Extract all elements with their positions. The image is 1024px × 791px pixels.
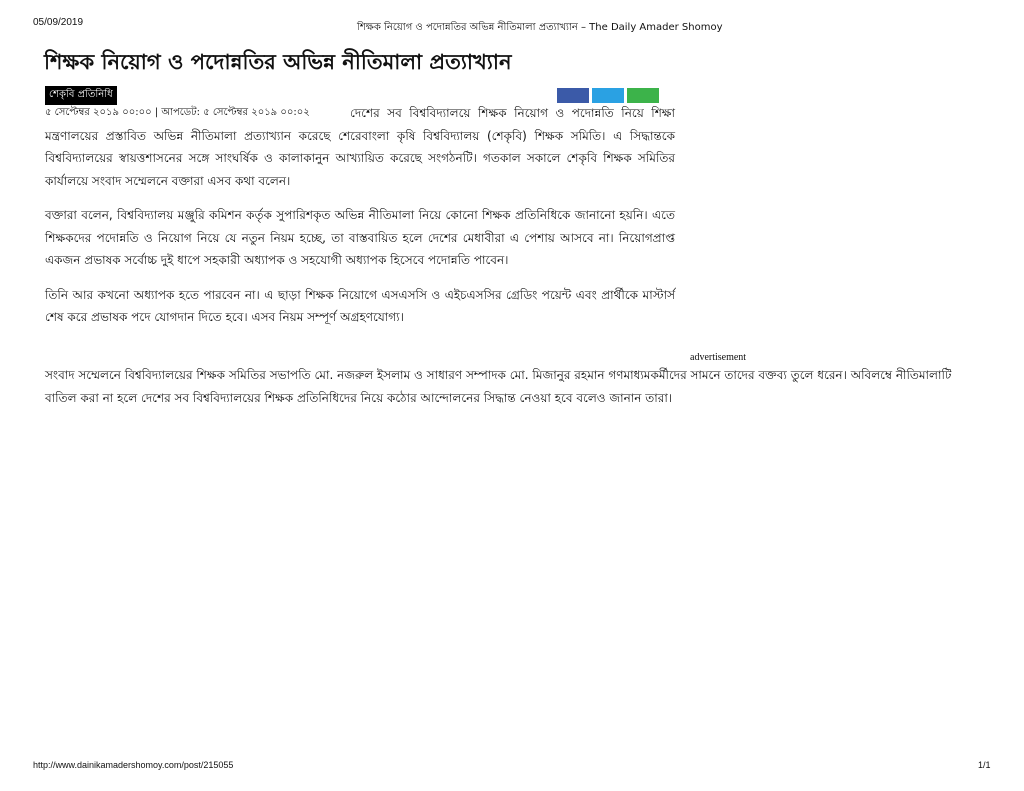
lead-spacer [45,107,350,117]
paragraph-text: দেশের সব বিশ্ববিদ্যালয়ে শিক্ষক নিয়োগ ও পদোন্নতি নিয়ে শিক্ষা মন্ত্রণালয়ের প্রস্তাবিত অভিন্ন নীতিমালা প্রত্যাখ্যান করেছে শেরেবাংলা কৃষি বিশ্ববিদ্যালয় (শেকৃবি) শিক্ষক সমিতি। এ সিদ্ধান্তকে বিশ্ববিদ্যালয়ের স্বায়ত্তশাসনের সঙ্গে সাংঘর্ষিক ও কালাকানুন আখ্যায়িত করেছে সংগঠনটি। গতকাল সকালে শেকৃবি শিক্ষক সমিতির কার্যালয়ে সংবাদ সম্মেলনে বক্তারা এসব কথা বলেন। [45,106,675,188]
article-headline: শিক্ষক নিয়োগ ও পদোন্নতির অভিন্ন নীতিমালা প্রত্যাখ্যান [44,50,512,74]
advertisement-label: advertisement [690,352,747,363]
whatsapp-icon[interactable] [627,88,659,103]
meta-separator: | [154,107,162,118]
article-paragraph [45,102,675,192]
article-body [45,102,675,341]
print-date: 05/09/2019 [33,17,84,28]
article-paragraph: তিনি আর কখনো অধ্যাপক হতে পারবেন না। এ ছাড়া শিক্ষক নিয়োগে এসএসসি ও এইচএসসির গ্রেডিং পয়েন্ট এবং প্রার্থীকে মাস্টার্স শেষ করে প্রভাষক পদে যোগদান দিতে হবে। এসব নিয়ম সম্পূর্ণ অগ্রহণযোগ্য। [45,287,675,324]
page-number: 1/1 [978,760,991,770]
print-page-title: শিক্ষক নিয়োগ ও পদোন্নতির অভিন্ন নীতিমালা প্রত্যাখ্যান – The Daily Amader Shomoy [357,22,723,33]
facebook-icon[interactable] [557,88,589,103]
byline-badge[interactable]: শেকৃবি প্রতিনিধি [45,86,117,105]
article-paragraph: বক্তারা বলেন, বিশ্ববিদ্যালয় মঞ্জুরি কমিশন কর্তৃক সুপারিশকৃত অভিন্ন নীতিমালা নিয়ে কোনো শিক্ষক প্রতিনিধিকে জানানো হয়নি। এতে শিক্ষকদের পদোন্নতি ও নিয়োগ নিয়ে যে নতুন নিয়ম হচ্ছে, তা বাস্তবায়িত হলে দেশের মেধাবীরা এ পেশায় আসবে না। নিয়োগপ্রাপ্ত একজন প্রভাষক সর্বোচ্চ দুই ধাপে সহকারী অধ্যাপক ও সহযোগী অধ্যাপক হিসেবে পদোন্নতি পাবেন। [45,208,675,267]
updated-time: আপডেট: ৫ সেপ্টেম্বর ২০১৯ ০০:০২ [161,107,310,118]
twitter-icon[interactable] [592,88,624,103]
article-paragraph: সংবাদ সম্মেলনে বিশ্ববিদ্যালয়ের শিক্ষক সমিতির সভাপতি মো. নজরুল ইসলাম ও সাধারণ সম্পাদক মো. মিজানুর রহমান গণমাধ্যমকর্মীদের সামনে তাদের বক্তব্য তুলে ধরেন। অবিলম্বে নীতিমালাটি বাতিল করা না হলে দেশের সব বিশ্ববিদ্যালয়ের শিক্ষক প্রতিনিধিদের নিয়ে কঠোর আন্দোলনের সিদ্ধান্ত নেওয়া হবে বলেও জানান তারা। [45,368,952,405]
share-buttons [557,88,659,103]
page-url: http://www.dainikamadershomoy.com/post/215055 [33,760,234,770]
published-time: ৫ সেপ্টেম্বর ২০১৯ ০০:০০ [45,107,152,118]
